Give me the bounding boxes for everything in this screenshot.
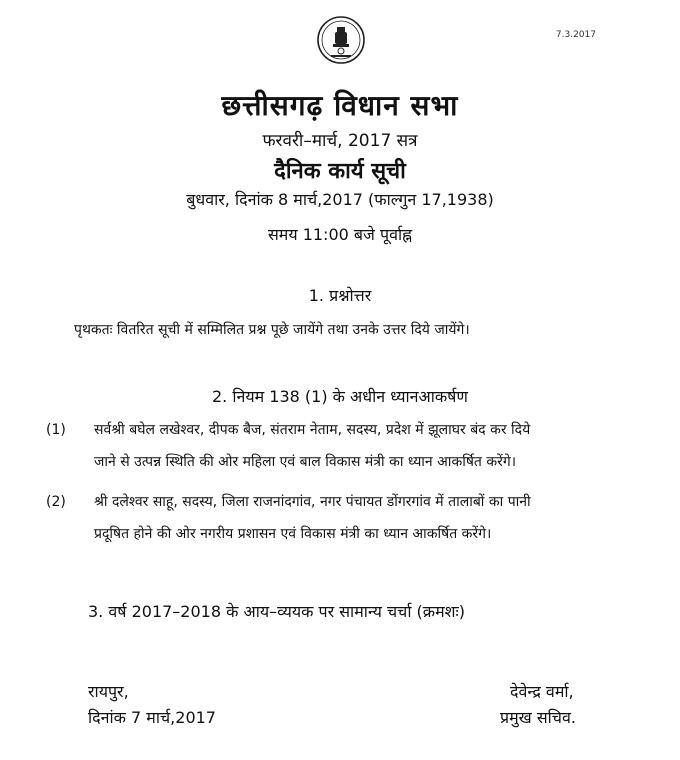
signatory-name: देवेन्द्र वर्मा,	[510, 682, 574, 701]
section-2-heading: 2. नियम 138 (1) के अधीन ध्यानआकर्षण	[211, 387, 468, 406]
item-number: (1)	[46, 422, 66, 438]
session-label: फरवरी–मार्च, 2017 सत्र	[262, 131, 418, 151]
meeting-time: समय 11:00 बजे पूर्वाह्न	[267, 225, 413, 244]
signatory-title: प्रमुख सचिव.	[500, 708, 576, 727]
item-line: प्रदूषित होने की ओर नगरीय प्रशासन एवं विकास मंत्री का ध्यान आकर्षित करेंगे।	[94, 526, 492, 542]
issue-date: दिनांक 7 मार्च,2017	[88, 708, 216, 727]
item-line: श्री दलेश्वर साहू, सदस्य, जिला राजनांदगांव, नगर पंचायत डोंगरगांव में तालाबों का पानी	[94, 494, 531, 510]
item-line: जाने से उत्पन्न स्थिति की ओर महिला एवं बाल विकास मंत्री का ध्यान आकर्षित करेंगे।	[94, 454, 517, 470]
item-number: (2)	[46, 494, 66, 510]
emblem-seal	[316, 14, 366, 66]
assembly-title: छत्तीसगढ़ विधान सभा	[221, 89, 459, 122]
section-1-text: पृथकतः वितरित सूची में सम्मिलित प्रश्न पूछे जायेंगे तथा उनके उत्तर दिये जायेंगे।	[74, 322, 470, 338]
item-line: सर्वश्री बघेल लखेश्वर, दीपक बैज, संतराम नेताम, सदस्य, प्रदेश में झूलाघर बंद कर दिये	[94, 422, 531, 438]
meeting-date: बुधवार, दिनांक 8 मार्च,2017 (फाल्गुन 17,1938)	[186, 190, 494, 209]
issue-place: रायपुर,	[88, 682, 129, 701]
agenda-title: दैनिक कार्य सूची	[274, 159, 406, 184]
section-3-heading: 3. वर्ष 2017–2018 के आय–व्ययक पर सामान्य चर्चा (क्रमशः)	[88, 602, 465, 621]
section-1-heading: 1. प्रश्नोत्तर	[308, 286, 372, 305]
document-date-stamp: 7.3.2017	[555, 30, 596, 40]
